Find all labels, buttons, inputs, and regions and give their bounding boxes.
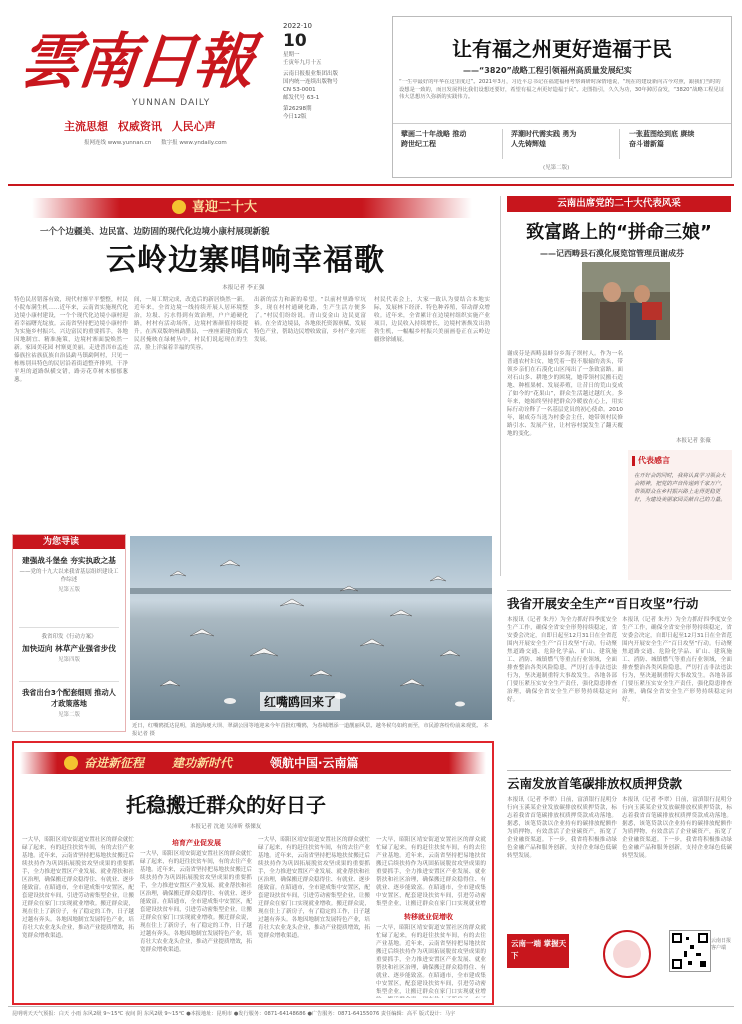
delegates-quote: 在开好会的同时，我将认真学习领会大会精神，把党的声音传递到千家万户，带领群众在乡村振兴路上走得更稳更好，为建设美丽家园贡献自己的力量。 [634, 473, 726, 503]
teaser-1-title: 擘画二十年战略 推动跨世纪工程 [401, 130, 467, 148]
delegates-banner [507, 196, 731, 212]
qr-caption: 云南日报客户端 [711, 938, 732, 951]
masthead-logo-area [12, 18, 256, 146]
right-rule-2 [507, 770, 731, 771]
bottom-headline[interactable]: 托稳搬迁群众的好日子 [126, 793, 326, 817]
issue-number: 第26298期 [283, 106, 312, 112]
preview-item-1-page: 见第五版 [57, 587, 80, 593]
bottom-banner-b: 建功新时代 [172, 756, 233, 770]
delegates-body: 谢成芬是西畴县蚌谷乡海子坝村人。作为一名普通农村妇女，她凭着一股不服输的劲头，带领乡亲们在石漠化山区闯出了一条致富路。面对石山多、耕地少的困境，她带领村民搬石造地、种植果树、发展养殖，让昔日的荒山变成了如今的“花果山”，群众生活越过越红火。多年来，她始终坚持把群众冷暖放在心上，用实际行动诠释了一名基层党员的初心使命。2010年，谢成芬当选为村委会主任，她带领村民修路引水、发展产业，让村容村貌发生了翻天覆地的变化。 [507, 351, 623, 437]
delegate-photo-image [582, 262, 670, 340]
bottom-banner-a: 奋进新征程 [84, 756, 145, 770]
slogan-1: 主流思想 [64, 120, 108, 133]
app-promo-title: 云南一端 掌握天下 [511, 939, 567, 960]
issue-postal: 邮发代号 63-1 [283, 95, 320, 101]
preview-title: 为您导读 [43, 537, 80, 547]
qr-code-pattern [670, 931, 710, 971]
top-right-body: “一生中最好的年华在这里度过”。2021年3月，习近平总书记在福建福州考察调研时深情地说，“现在的建设新向古今对照，跟我们当时的设想是一致的，而且发展得比我们设想还要好，希望有福之州更好造福于民”。走图指引，久久为功，30年踔厉奋发，“3820”战略工程见证伟大思想历久弥新的实践伟力。 [399, 79, 725, 100]
teaser-2[interactable] [511, 129, 611, 159]
top-right-jump[interactable]: (见第二版) [543, 165, 570, 171]
issue-cn-code: 国内统一连续出版物号 [283, 79, 339, 85]
safety-body-col-1: 本报讯（记者 朱丹）为全力抓好四季度安全生产工作，确保全省安全形势持续稳定，省安委会决定，自即日起至12月31日在全省范围内开展安全生产“百日攻坚”行动。行动聚焦道路交通、危险化学品、矿山、建筑施工、消防、城镇燃气等重点行业领域，全面排查整治各类风险隐患，严厉打击非法违法行为，坚决遏制重特大事故发生。各地各部门要压紧压实安全生产责任，强化隐患排查治理，确保全省安全生产形势持续稳定向好。 [507, 617, 617, 703]
bottom-byline: 本报记者 沈迪 吴沛昕 蔡傈友 [190, 824, 262, 830]
masthead-english: YUNNAN DAILY [132, 98, 211, 108]
app-seal-icon [603, 930, 651, 978]
bottom-banner [20, 752, 486, 774]
bottom-section-2: 转移就业促增收 [404, 913, 453, 921]
issue-pages: 今日12版 [283, 114, 307, 120]
gull-photo[interactable] [130, 536, 492, 720]
preview-item-1-title: 建强战斗堡垒 夯实执政之基 [22, 556, 116, 565]
delegates-quote-title: 代表感言 [638, 456, 670, 465]
preview-item-1-sub: ——党的十九大以来我省基层组织建设工作综述 [19, 569, 119, 583]
lead-body-col-4: 村民代表会上，大家一致认为要结合本地实际，发展林下经济、特色种养殖，带动群众增收。近年来，全省累计在边境村组织实施产业项目，边民收入持续增长，边境村寨焕发出勃勃生机，一幅幅乡村振兴美丽画卷正在云岭边疆徐徐铺展。 [374, 297, 490, 343]
preview-item-2-sub: 我省印发《行动方案》 [41, 634, 97, 640]
delegates-subtitle: ——记西畴县石漠化展览馆管理员谢成芬 [540, 249, 684, 258]
lead-body-col-2: 间，一周工期完成，改造后的新居焕然一新。近年来，全省边境一线持续开展人居环境整治，垃圾、污水得到有效治理，户户通硬化路，村村有活动场所，边境村寨颜值持续提升。在西双版纳州勐腊县，一座座新建的傣式民居掩映在绿树丛中，村民们说起现在的生活，脸上洋溢着幸福的笑容。 [134, 297, 248, 351]
lead-kicker: 一个个边疆美、边民富、边防固的现代化边境小康村展现新貌 [40, 227, 270, 237]
teaser-3[interactable] [629, 129, 729, 159]
masthead-slogans [64, 118, 216, 134]
bottom-emblem-icon [64, 756, 78, 770]
loan-body-col-2: 本报讯（记者 李翠）日前，富滇银行昆明分行向玉溪某企业发放碳排放权质押贷款，标志着我省首笔碳排放权质押贷款成功落地。据悉，该笔贷款以企业持有的碳排放配额作为质押物，有效盘活了企业碳资产，拓宽了企业融资渠道。下一步，我省将积极推动绿色金融产品和服务创新，支持企业绿色低碳转型发展。 [622, 797, 732, 859]
issue-lunar: 壬寅年九月十五 [283, 60, 322, 66]
issue-info [283, 22, 383, 152]
bottom-banner-c: 领航中国·云南篇 [270, 756, 359, 770]
masthead-logo: 雲南日報 [16, 27, 256, 97]
issue-weekday: 星期一 [283, 52, 300, 58]
right-rule-1 [507, 590, 731, 591]
lead-banner-text: 喜迎二十大 [192, 200, 258, 215]
preview-box [12, 534, 126, 732]
lead-body-col-3: 出新的活力和新的希望。“以前村里路窄坑多，现在村村通硬化路，生产生活方便多了。”村民们纷纷说。青山变金山 边民更富裕。在全省边境县，各地依托资源禀赋，发展特色产业，帮助边民增收致富，乡村产业兴旺发展。 [254, 297, 366, 343]
issue-cn: CN 53-0001 [283, 87, 316, 93]
top-right-subtitle: ——“3820”战略工程引领福州高质量发展纪实 [463, 66, 632, 75]
slogan-2: 权威资讯 [117, 120, 162, 133]
teaser-3-title: 一张蓝图绘到底 赓续奋斗谱新篇 [629, 130, 695, 148]
safety-headline[interactable]: 我省开展安全生产“百日攻坚”行动 [507, 596, 699, 611]
column-divider [500, 196, 501, 576]
teaser-2-title: 弄潮时代需实践 勇为人先铸辉煌 [511, 130, 577, 148]
bottom-section-1: 培育产业促发展 [172, 839, 221, 847]
bottom-body-col-3: 一大早，昭阳区靖安街道安置社区的群众就忙碌了起来，有的赶往扶贫车间，有的去往产业基地。近年来，云南省坚持把易地扶贫搬迁后续扶持作为巩固拓展脱贫攻坚成果的重要抓手，全力推进安置区产业发展、就业帮扶和社区治理，确保搬迁群众稳得住、有就业、逐步能致富。在昭通市，全市建成集中安置区，配套建设扶贫车间，引进劳动密集型企业，让搬迁群众在家门口实现就业增收。搬迁群众说，现在住上了新房子，有了稳定的工作，日子越过越有奔头。各地因地制宜发展特色产业，培育壮大农业龙头企业，推动产业提质增效，拓宽群众增收渠道。 [258, 837, 370, 939]
masthead-hosts: 报网连线 www.yunnan.cn [84, 140, 152, 146]
footer-text: 昆明明天天气预报：白天 小雨 东风2级 9~15℃ 夜间 阴 东风2级 9~15℃ ●本报地址：昆明市 ●发行服务：0871-64148686 ●广告服务：0871-64155076 责任编辑：高平 版式设计：马宇 [12, 1011, 456, 1017]
delegate-photo[interactable] [582, 262, 670, 340]
delegates-banner-text: 云南出席党的二十大代表风采 [557, 198, 681, 209]
party-emblem-icon [172, 200, 186, 214]
loan-body-col-1: 本报讯（记者 李翠）日前，富滇银行昆明分行向玉溪某企业发放碳排放权质押贷款，标志着我省首笔碳排放权质押贷款成功落地。据悉，该笔贷款以企业持有的碳排放配额作为质押物，有效盘活了企业碳资产，拓宽了企业融资渠道。下一步，我省将积极推动绿色金融产品和服务创新，支持企业绿色低碳转型发展。 [507, 797, 617, 859]
preview-item-2-title: 加快迈向 林草产业强省步伐 [22, 644, 116, 653]
issue-publisher: 云南日报报业集团出版 [283, 71, 339, 77]
bottom-body-col-1: 一大早，昭阳区靖安街道安置社区的群众就忙碌了起来，有的赶往扶贫车间，有的去往产业基地。近年来，云南省坚持把易地扶贫搬迁后续扶持作为巩固拓展脱贫攻坚成果的重要抓手，全力推进安置区产业发展、就业帮扶和社区治理，确保搬迁群众稳得住、有就业、逐步能致富。在昭通市，全市建成集中安置区，配套建设扶贫车间，引进劳动密集型企业，让搬迁群众在家门口实现就业增收。搬迁群众说，现在住上了新房子，有了稳定的工作，日子越过越有奔头。各地因地制宜发展特色产业，培育壮大农业龙头企业，推动产业提质增效，拓宽群众增收渠道。 [22, 837, 134, 939]
preview-item-1[interactable] [19, 555, 119, 594]
footer-rule [8, 1006, 734, 1007]
top-right-feature [392, 16, 732, 178]
photo-caption-big: 红嘴鸥回来了 [260, 692, 340, 711]
slogan-3: 人民心声 [171, 120, 216, 133]
preview-item-3-title: 我省出台3个配套细则 推动人才政策落地 [22, 688, 116, 708]
masthead-rule [8, 184, 734, 186]
loan-headline[interactable]: 云南发放首笔碳排放权质押贷款 [507, 776, 683, 791]
lead-byline: 本报记者 李正强 [222, 285, 265, 291]
preview-item-2-page: 见第四版 [57, 657, 80, 663]
bottom-body-col-4b: 一大早，昭阳区靖安街道安置社区的群众就忙碌了起来，有的赶往扶贫车间，有的去往产业基地。近年来，云南省坚持把易地扶贫搬迁后续扶持作为巩固拓展脱贫攻坚成果的重要抓手，全力推进安置区产业发展、就业帮扶和社区治理，确保搬迁群众稳得住、有就业、逐步能致富。在昭通市，全市建成集中安置区，配套建设扶贫车间，引进劳动密集型企业，让搬迁群众在家门口实现就业增 [376, 925, 486, 995]
qr-code-icon[interactable] [669, 930, 711, 972]
top-right-headline[interactable]: 让有福之州更好造福于民 [452, 37, 672, 61]
bottom-body-col-2: 一大早，昭阳区靖安街道安置社区的群众就忙碌了起来，有的赶往扶贫车间，有的去往产业基地。近年来，云南省坚持把易地扶贫搬迁后续扶持作为巩固拓展脱贫攻坚成果的重要抓手，全力推进安置区产业发展、就业帮扶和社区治理，确保搬迁群众稳得住、有就业、逐步能致富。在昭通市，全市建成集中安置区，配套建设扶贫车间，引进劳动密集型企业，让搬迁群众在家门口实现就业增收。搬迁群众说，现在住上了新房子，有了稳定的工作，日子越过越有奔头。各地因地制宜发展特色产业，培育壮大农业龙头企业，推动产业提质增效，拓宽群众增收渠道。 [140, 851, 252, 953]
teaser-1[interactable] [401, 129, 501, 159]
safety-body-col-2: 本报讯（记者 朱丹）为全力抓好四季度安全生产工作，确保全省安全形势持续稳定，省安委会决定，自即日起至12月31日在全省范围内开展安全生产“百日攻坚”行动。行动聚焦道路交通、危险化学品、矿山、建筑施工、消防、城镇燃气等重点行业领域，全面排查整治各类风险隐患，严厉打击非法违法行为，坚决遏制重特大事故发生。各地各部门要压紧压实安全生产责任，强化隐患排查治理，确保全省安全生产形势持续稳定向好。 [622, 617, 732, 703]
preview-item-3[interactable] [19, 687, 119, 719]
lead-body-col-1: 特色民居错落有致，现代村寨平平整整，村民小院布满生机……近年来，云南省实施现代化边境小康村建设，一个个现代化边境小康村迎着幸福曙光绽放。云南省坚持把边境小康村作为实施乡村振兴、兴边富民的重要抓手，各地因地制宜、精准施策，边境村寨面貌焕然一新。家园美花园 村寨更美丽。走进普洱市孟连傣族拉祜族佤族自治县勐马镇勐阿村，只见一栋栋别具特色的民居沿着街道整齐排列，干净平坦的道路纵横交错，路旁花草树木郁郁葱葱。 [14, 297, 128, 383]
preview-item-3-page: 见第二版 [57, 712, 80, 718]
photo-caption: 近日，红嘴鸥抵达昆明，滇池海埂大坝、翠湖公园等地迎来今年首批红嘴鸥，为春城增添一道靓丽风景。越冬候鸟如约而至，市民游客纷纷前来观赏。 本报记者 摄 [132, 723, 489, 737]
preview-item-2[interactable] [19, 633, 119, 664]
quote-bar-icon [632, 456, 635, 466]
delegates-byline: 本报记者 张薇 [676, 438, 711, 444]
delegates-quote-box [628, 450, 732, 580]
masthead-digital: 数字报 www.yndaily.com [161, 140, 227, 146]
app-promo [507, 928, 731, 996]
lead-headline[interactable]: 云岭边寨唱响幸福歌 [106, 243, 385, 278]
lead-banner [12, 196, 494, 220]
delegates-headline[interactable]: 致富路上的“拼命三娘” [526, 222, 712, 243]
bottom-body-col-4: 一大早，昭阳区靖安街道安置社区的群众就忙碌了起来，有的赶往扶贫车间，有的去往产业基地。近年来，云南省坚持把易地扶贫搬迁后续扶持作为巩固拓展脱贫攻坚成果的重要抓手，全力推进安置区产业发展、就业帮扶和社区治理，确保搬迁群众稳得住、有就业、逐步能致富。在昭通市，全市建成集中安置区，配套建设扶贫车间，引进劳动密集型企业，让搬迁群众在家门口实现就业增 [376, 837, 486, 906]
issue-year-month: 2022·10 [283, 22, 312, 30]
issue-day: 10 [283, 31, 307, 51]
